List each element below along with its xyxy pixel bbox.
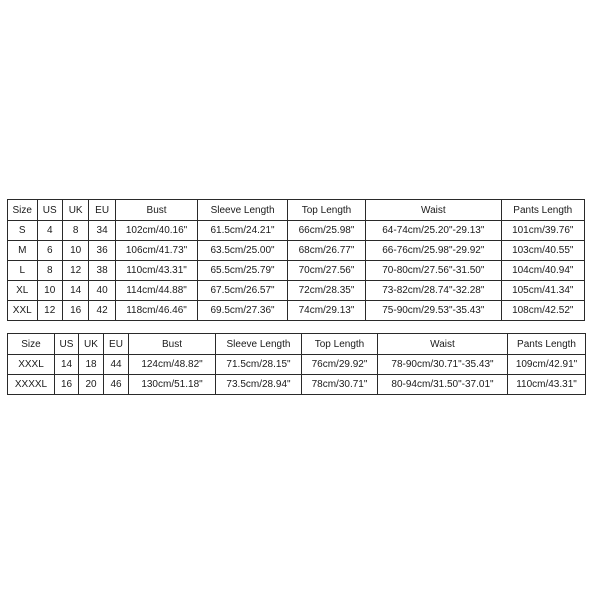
cell-eu: 40 bbox=[89, 281, 115, 301]
cell-top-length: 70cm/27.56" bbox=[287, 261, 365, 281]
cell-size: XXL bbox=[8, 301, 38, 321]
cell-pants-length: 103cm/40.55" bbox=[501, 241, 585, 261]
header-size: Size bbox=[8, 334, 55, 355]
table-row bbox=[8, 281, 585, 301]
size-chart-table-plus bbox=[7, 333, 586, 395]
cell-waist: 66-76cm/25.98"-29.92" bbox=[366, 241, 501, 261]
table-row bbox=[8, 301, 585, 321]
cell-waist: 80-94cm/31.50"-37.01" bbox=[378, 375, 508, 395]
cell-bust: 130cm/51.18" bbox=[129, 375, 216, 395]
table-row bbox=[8, 355, 586, 375]
cell-top-length: 76cm/29.92" bbox=[302, 355, 378, 375]
cell-waist: 78-90cm/30.71"-35.43" bbox=[378, 355, 508, 375]
cell-bust: 118cm/46.46" bbox=[115, 301, 197, 321]
cell-pants-length: 104cm/40.94" bbox=[501, 261, 585, 281]
cell-us: 12 bbox=[37, 301, 62, 321]
cell-uk: 14 bbox=[62, 281, 88, 301]
header-pants-length: Pants Length bbox=[508, 334, 586, 355]
cell-eu: 44 bbox=[104, 355, 129, 375]
header-pants-length: Pants Length bbox=[501, 200, 585, 221]
cell-eu: 38 bbox=[89, 261, 115, 281]
cell-pants-length: 110cm/43.31" bbox=[508, 375, 586, 395]
header-waist: Waist bbox=[366, 200, 501, 221]
cell-uk: 8 bbox=[62, 221, 88, 241]
header-us: US bbox=[55, 334, 79, 355]
cell-top-length: 68cm/26.77" bbox=[287, 241, 365, 261]
cell-bust: 124cm/48.82" bbox=[129, 355, 216, 375]
header-uk: UK bbox=[79, 334, 104, 355]
cell-bust: 102cm/40.16" bbox=[115, 221, 197, 241]
cell-sleeve-length: 65.5cm/25.79" bbox=[198, 261, 288, 281]
cell-pants-length: 105cm/41.34" bbox=[501, 281, 585, 301]
cell-uk: 20 bbox=[79, 375, 104, 395]
header-top-length: Top Length bbox=[287, 200, 365, 221]
cell-top-length: 78cm/30.71" bbox=[302, 375, 378, 395]
cell-eu: 46 bbox=[104, 375, 129, 395]
cell-top-length: 72cm/28.35" bbox=[287, 281, 365, 301]
header-eu: EU bbox=[104, 334, 129, 355]
header-bust: Bust bbox=[115, 200, 197, 221]
cell-us: 10 bbox=[37, 281, 62, 301]
cell-bust: 114cm/44.88" bbox=[115, 281, 197, 301]
header-sleeve-length: Sleeve Length bbox=[198, 200, 288, 221]
cell-size: L bbox=[8, 261, 38, 281]
cell-top-length: 66cm/25.98" bbox=[287, 221, 365, 241]
cell-sleeve-length: 61.5cm/24.21" bbox=[198, 221, 288, 241]
size-chart-table-standard bbox=[7, 199, 585, 321]
cell-top-length: 74cm/29.13" bbox=[287, 301, 365, 321]
cell-waist: 73-82cm/28.74"-32.28" bbox=[366, 281, 501, 301]
header-eu: EU bbox=[89, 200, 115, 221]
cell-uk: 10 bbox=[62, 241, 88, 261]
cell-us: 6 bbox=[37, 241, 62, 261]
table-row bbox=[8, 261, 585, 281]
cell-uk: 12 bbox=[62, 261, 88, 281]
cell-uk: 18 bbox=[79, 355, 104, 375]
cell-eu: 42 bbox=[89, 301, 115, 321]
header-uk: UK bbox=[62, 200, 88, 221]
table-row bbox=[8, 375, 586, 395]
table-header-row bbox=[8, 334, 586, 355]
cell-eu: 36 bbox=[89, 241, 115, 261]
cell-us: 8 bbox=[37, 261, 62, 281]
header-us: US bbox=[37, 200, 62, 221]
cell-us: 16 bbox=[55, 375, 79, 395]
table-row bbox=[8, 241, 585, 261]
cell-waist: 75-90cm/29.53"-35.43" bbox=[366, 301, 501, 321]
cell-uk: 16 bbox=[62, 301, 88, 321]
header-top-length: Top Length bbox=[302, 334, 378, 355]
cell-size: S bbox=[8, 221, 38, 241]
cell-pants-length: 101cm/39.76" bbox=[501, 221, 585, 241]
cell-sleeve-length: 69.5cm/27.36" bbox=[198, 301, 288, 321]
header-sleeve-length: Sleeve Length bbox=[216, 334, 302, 355]
cell-bust: 106cm/41.73" bbox=[115, 241, 197, 261]
cell-pants-length: 109cm/42.91" bbox=[508, 355, 586, 375]
cell-size: XXXXL bbox=[8, 375, 55, 395]
cell-size: XXXL bbox=[8, 355, 55, 375]
table-header-row bbox=[8, 200, 585, 221]
cell-us: 4 bbox=[37, 221, 62, 241]
cell-bust: 110cm/43.31" bbox=[115, 261, 197, 281]
header-waist: Waist bbox=[378, 334, 508, 355]
header-bust: Bust bbox=[129, 334, 216, 355]
cell-eu: 34 bbox=[89, 221, 115, 241]
cell-sleeve-length: 71.5cm/28.15" bbox=[216, 355, 302, 375]
cell-waist: 64-74cm/25.20"-29.13" bbox=[366, 221, 501, 241]
cell-size: XL bbox=[8, 281, 38, 301]
cell-pants-length: 108cm/42.52" bbox=[501, 301, 585, 321]
cell-sleeve-length: 67.5cm/26.57" bbox=[198, 281, 288, 301]
cell-waist: 70-80cm/27.56"-31.50" bbox=[366, 261, 501, 281]
cell-sleeve-length: 63.5cm/25.00" bbox=[198, 241, 288, 261]
cell-size: M bbox=[8, 241, 38, 261]
cell-us: 14 bbox=[55, 355, 79, 375]
table-row bbox=[8, 221, 585, 241]
cell-sleeve-length: 73.5cm/28.94" bbox=[216, 375, 302, 395]
header-size: Size bbox=[8, 200, 38, 221]
